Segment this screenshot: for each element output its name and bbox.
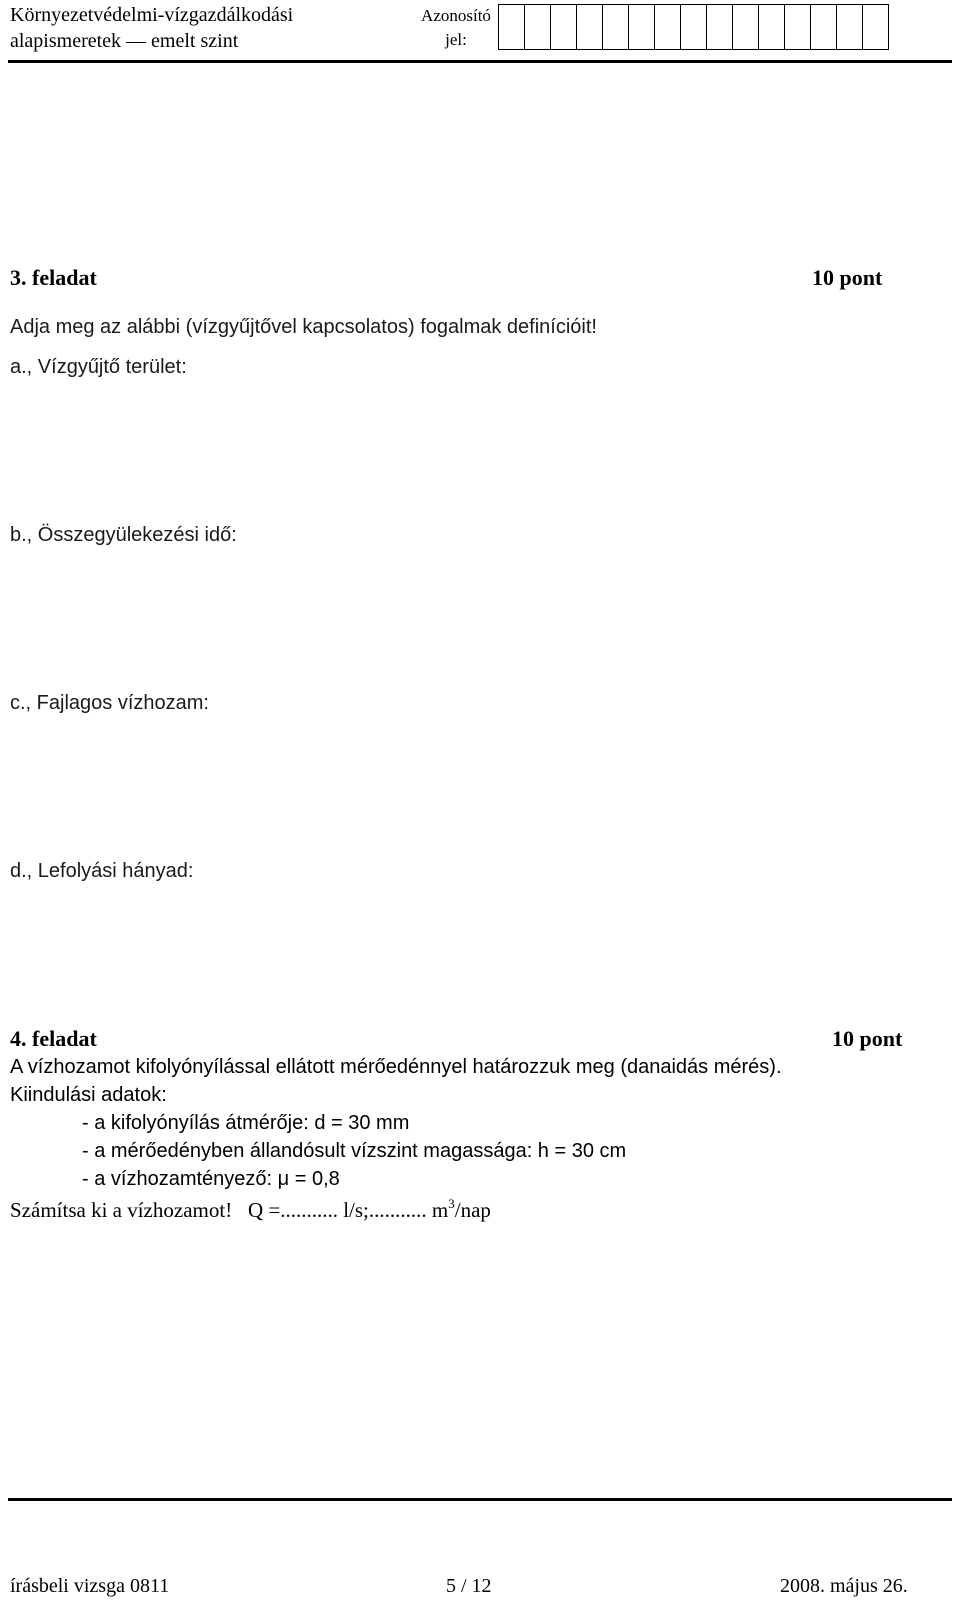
id-box (836, 4, 863, 50)
id-box (524, 4, 551, 50)
id-box (628, 4, 655, 50)
calc-unit-nap: /nap (454, 1198, 491, 1222)
task4-points: 10 pont (832, 1026, 903, 1051)
header-subject-line2: alapismeretek — emelt szint (10, 30, 239, 52)
id-box (654, 4, 681, 50)
calc-q: Q = (247, 1198, 281, 1222)
calc-unit-exponent: 3 (448, 1196, 455, 1211)
calc-unit-ls: l/s; (343, 1198, 369, 1222)
id-box (498, 4, 525, 50)
task4-given-label: Kiindulási adatok: (10, 1084, 167, 1106)
footer-date: 2008. május 26. (780, 1575, 908, 1597)
footer-divider (8, 1498, 952, 1501)
task4-given-item: - a mérőedényben állandósult vízszint magassága: h = 30 cm (82, 1140, 627, 1162)
id-box (784, 4, 811, 50)
id-label (412, 4, 500, 52)
id-box (680, 4, 707, 50)
header-subject-line1: Környezetvédelmi-vízgazdálkodási (10, 4, 294, 26)
calc-prompt: Számítsa ki a vízhozamot! (10, 1198, 233, 1222)
task3-instruction: Adja meg az alábbi (vízgyűjtővel kapcsolatos) fogalmak definícióit! (10, 316, 597, 338)
id-box (550, 4, 577, 50)
id-box (732, 4, 759, 50)
id-box (706, 4, 733, 50)
task4-title: 4. feladat (10, 1026, 97, 1051)
calc-blank-m3: ........... (368, 1198, 427, 1222)
id-box (862, 4, 889, 50)
calc-unit-m: m (431, 1198, 449, 1222)
id-box (810, 4, 837, 50)
task4-given-item: - a kifolyónyílás átmérője: d = 30 mm (82, 1112, 410, 1134)
task3-term-a: a., Vízgyűjtő terület: (10, 356, 187, 378)
task3-points: 10 pont (812, 265, 883, 290)
task3-term-b: b., Összegyülekezési idő: (10, 524, 237, 546)
id-boxes (498, 4, 888, 50)
task3-title: 3. feladat (10, 265, 97, 290)
id-box (576, 4, 603, 50)
id-box (758, 4, 785, 50)
header-divider (8, 60, 952, 63)
id-label-line2: jel: (445, 30, 467, 49)
task3-term-c: c., Fajlagos vízhozam: (10, 692, 209, 714)
id-box (602, 4, 629, 50)
footer-page-number: 5 / 12 (446, 1575, 492, 1597)
task4-given-item: - a vízhozamtényező: μ = 0,8 (82, 1168, 340, 1190)
task3-term-d: d., Lefolyási hányad: (10, 860, 194, 882)
calc-blank-ls: ........... (280, 1198, 338, 1222)
footer-exam: írásbeli vizsga 0811 (10, 1575, 170, 1597)
id-label-line1: Azonosító (421, 6, 491, 25)
task4-calculation (10, 1196, 491, 1223)
header-subject (10, 2, 293, 54)
task4-text: A vízhozamot kifolyónyílással ellátott mérőedénnyel határozzuk meg (danaidás mérés). (10, 1056, 782, 1078)
